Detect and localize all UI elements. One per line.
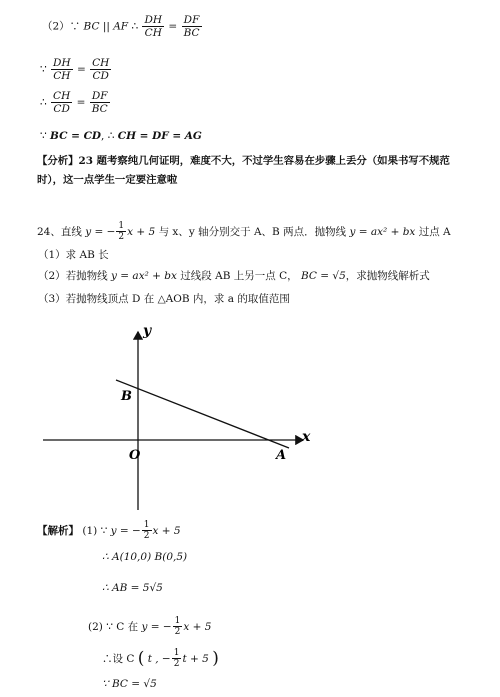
fraction-one-half [142, 520, 152, 542]
parabola-equation: y = ax² + bx [349, 225, 416, 238]
line-equation-rhs: x + 5 [152, 524, 181, 537]
numerator: DF [90, 90, 110, 103]
equation-bc-cd: BC = CD [50, 130, 102, 142]
solution-bc-length: ∵ BC = √5 [102, 678, 157, 690]
x-axis-label: x [302, 429, 311, 445]
numerator: DF [182, 14, 202, 27]
because-symbol: ∵ [40, 130, 47, 142]
solution-line-2 [88, 616, 211, 638]
because-symbol: ∵ [40, 63, 47, 76]
y-axis-label: y [143, 323, 152, 339]
solution-heading: 【解析】 [37, 524, 79, 537]
equals-sign: = [76, 96, 86, 109]
question-2-middle: 过线段 AB 上另一点 C， [180, 270, 298, 282]
numerator: DH [144, 14, 163, 26]
numerator: 1 [143, 520, 150, 530]
denominator: 2 [143, 531, 150, 542]
denominator: 2 [118, 232, 125, 243]
coordinate-y: t + 5 [182, 652, 209, 665]
line-equation-rhs: x + 5 [127, 225, 156, 238]
denominator: BC [183, 27, 200, 40]
denominator: CD [92, 70, 109, 83]
numerator: DH [53, 57, 71, 69]
denominator: 2 [174, 627, 181, 638]
solution-set-c [102, 648, 219, 670]
denominator: CH [144, 27, 162, 40]
line-equation-lhs: y = − [110, 524, 141, 537]
set-c-prefix: ∴设 C [102, 652, 135, 665]
denominator: CH [53, 70, 71, 83]
therefore-symbol: , ∴ [101, 130, 115, 142]
numerator: CH [92, 57, 110, 69]
coordinate-t: t , − [147, 652, 171, 665]
bc-length: BC = √5 [301, 270, 346, 282]
numerator: 1 [118, 221, 125, 231]
denominator: BC [91, 103, 108, 116]
numerator: 1 [173, 648, 180, 658]
solution-ab-length: ∴ AB = 5√5 [102, 582, 163, 594]
because-symbol: ∵ [100, 524, 108, 537]
solution-line-1 [37, 520, 181, 542]
statement-tail: 过点 A [418, 225, 451, 238]
question-2-prefix: （2）若抛物线 [38, 270, 108, 282]
because-symbol: （2）∵ [42, 20, 81, 33]
denominator: 2 [173, 659, 180, 670]
line-equation-rhs: x + 5 [183, 620, 212, 633]
solution-points-a-b: ∴ A(10,0) B(0,5) [102, 551, 188, 563]
question-1: （1）求 AB 长 [38, 249, 109, 261]
denominator: CD [53, 103, 70, 116]
right-paren: ) [212, 648, 219, 669]
question-3: （3）若抛物线顶点 D 在 △AOB 内，求 a 的取值范围 [38, 293, 290, 305]
analysis-line-2: 时），这一点学生一定要注意啦 [37, 174, 178, 186]
fraction-one-half [173, 616, 183, 638]
left-paren: ( [137, 648, 145, 669]
point-b-label: B [121, 389, 132, 404]
numerator: 1 [174, 616, 181, 626]
parallel-relation: BC || AF [83, 20, 129, 33]
origin-label: O [129, 448, 141, 463]
point-a-label: A [276, 448, 287, 463]
equals-sign: = [168, 20, 178, 33]
equation-ch-df-ag: CH = DF = AG [117, 130, 202, 142]
question-2-tail: ，求抛物线解析式 [345, 270, 430, 282]
numerator: CH [53, 90, 71, 102]
part-number: (1) [82, 524, 98, 537]
therefore-symbol: ∴ [131, 20, 139, 33]
therefore-symbol: ∴ [40, 96, 47, 109]
line-ab [116, 380, 289, 448]
line-equation-lhs: y = − [85, 225, 116, 238]
statement-middle: 与 x、y 轴分别交于 A、B 两点．抛物线 [158, 225, 347, 238]
problem-number: 24、直线 [37, 225, 82, 238]
line-equation-lhs: y = − [141, 620, 172, 633]
parabola-equation: y = ax² + bx [111, 270, 177, 282]
because-c-on-line: ∵ C 在 [106, 620, 139, 633]
fraction-one-half [172, 648, 182, 670]
part-number: (2) [88, 620, 103, 633]
equals-sign: = [76, 63, 86, 76]
analysis-line-1: 【分析】23 题考察纯几何证明，难度不大，不过学生容易在步骤上丢分（如果书写不规范 [37, 155, 450, 167]
